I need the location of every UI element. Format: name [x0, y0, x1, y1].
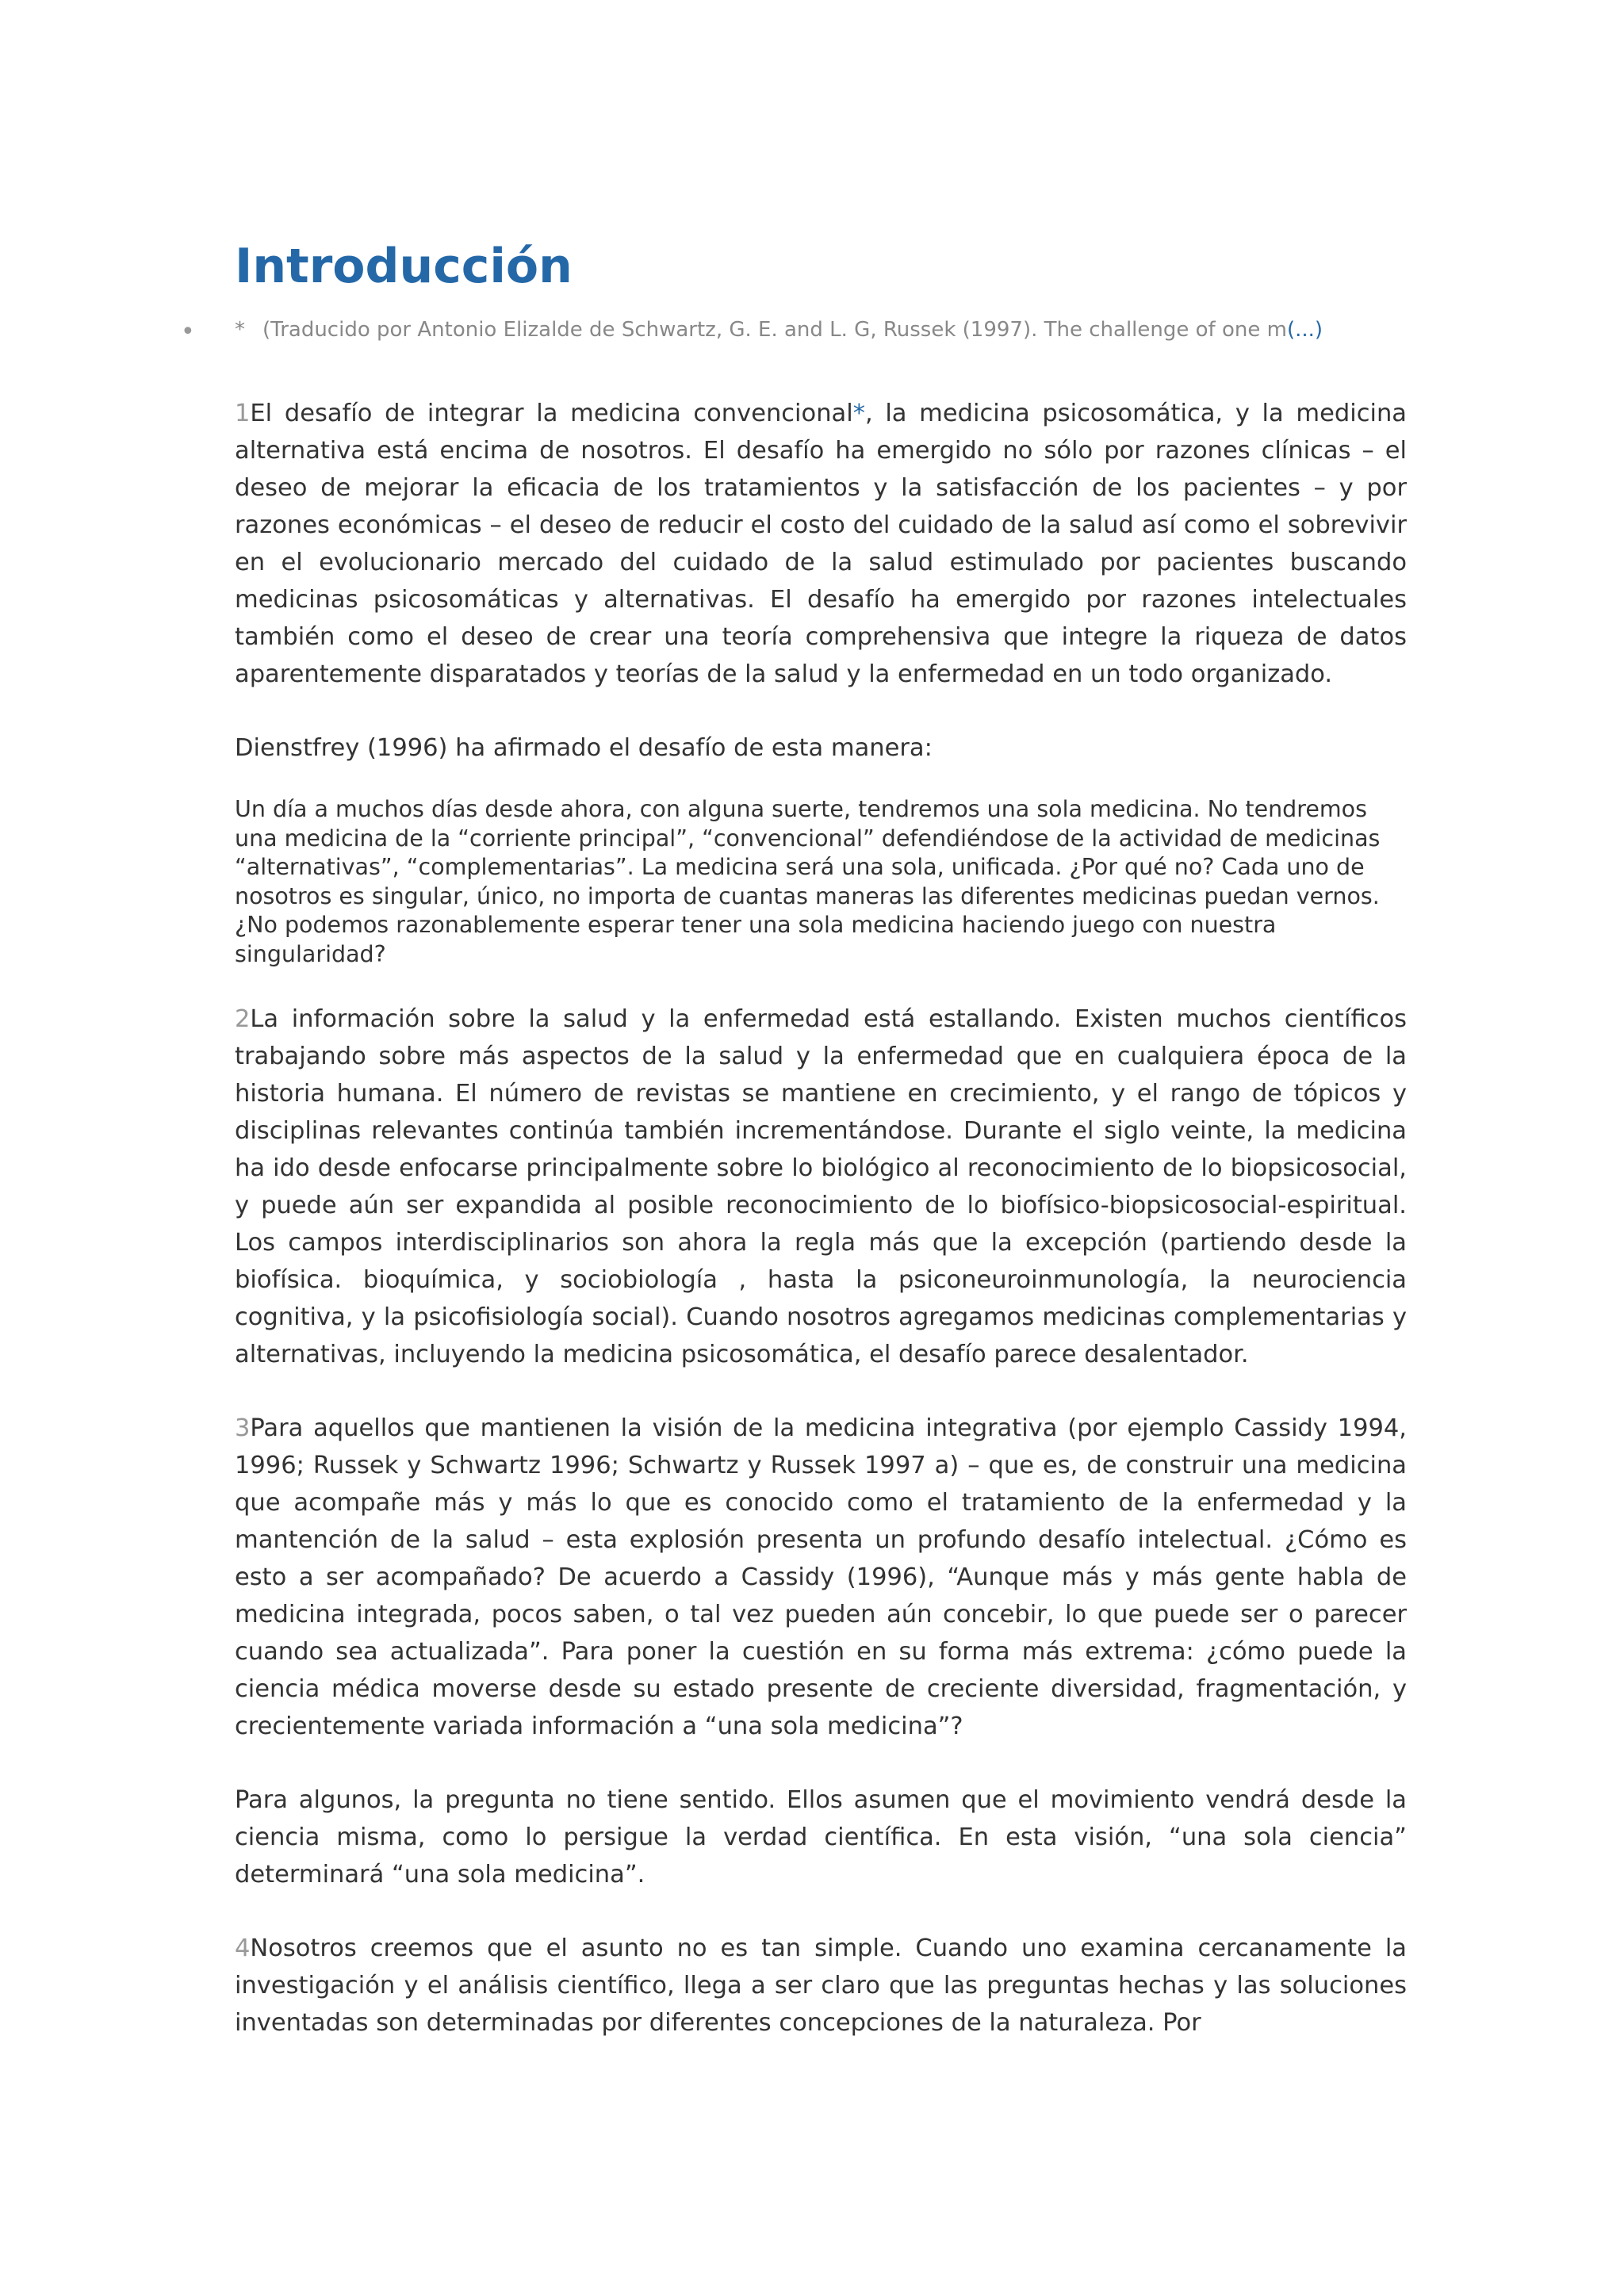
footnote-star[interactable]: * — [235, 318, 245, 342]
paragraph-3b — [235, 1781, 1407, 1893]
paragraph-text: La información sobre la salud y la enfermedad está estallando. Existen muchos científicos trabajando sobre más aspectos de la salud y la enfermedad que en cualquiera época de la historia humana. El número de revistas se mantiene en crecimiento, y el rango de tópicos y disciplinas relevantes continúa también incrementándose. Durante el siglo veinte, la medicina ha ido desde enfocarse principalmente sobre lo biológico al reconocimiento de lo biopsicosocial, y puede aún ser expandida al posible reconocimiento de lo biofísico-biopsicosocial-espiritual. Los campos interdisciplinarios son ahora la regla más que la excepción (partiendo desde la biofísica. bioquímica, y sociobiología , hasta la psiconeuroinmunología, la neurociencia cognitiva, y la psicofisiología social). Cuando nosotros agregamos medicinas complementarias y alternativas, incluyendo la medicina psicosomática, el desafío parece desalentador. — [235, 1005, 1407, 1369]
paragraph-1 — [235, 395, 1407, 693]
paragraph-4 — [235, 1930, 1407, 2042]
quote-text: Un día a muchos días desde ahora, con alguna suerte, tendremos una sola medicina. No tendremos una medicina de la “corriente principal”, “convencional” defendiéndose de la actividad de medicinas “alternativas”, “complementarias”. La medicina será una sola, unificada. ¿Por qué no? Cada uno de nosotros es singular, único, no importa de cuantas maneras las diferentes medicinas puedan vernos. ¿No podemos razonablemente esperar tener una sola medicina haciendo juego con nuestra singularidad? — [235, 796, 1381, 967]
bullet-icon: • — [181, 318, 195, 346]
note-reference-link[interactable]: * — [852, 400, 865, 428]
paragraph-text: Para aquellos que mantienen la visión de la medicina integrativa (por ejemplo Cassidy 1994, 1996; Russek y Schwartz 1996; Schwartz y Russek 1997 a) – que es, de construir una medicina que acompañe más y más lo que es conocido como el tratamiento de la enfermedad y la mantención de la salud – esta explosión presenta un profundo desafío intelectual. ¿Cómo es esto a ser acompañado? De acuerdo a Cassidy (1996), “Aunque más y más gente habla de medicina integrada, pocos saben, o tal vez pueden aún concebir, lo que puede ser o parecer cuando sea actualizada”. Para poner la cuestión en su forma más extrema: ¿cómo puede la ciencia médica moverse desde su estado presente de creciente diversidad, fragmentación, y crecientemente variada información a “una sola medicina”? — [235, 1414, 1407, 1741]
paragraph-3 — [235, 1410, 1407, 1745]
paragraph-text: Dienstfrey (1996) ha afirmado el desafío de esta manera: — [235, 734, 933, 763]
paragraph-number: 4 — [235, 1934, 251, 1963]
paragraph-number: 2 — [235, 1005, 251, 1034]
block-quote — [235, 795, 1407, 969]
footnote-line — [181, 316, 1407, 346]
paragraph-number: 1 — [235, 400, 251, 428]
paragraph-number: 3 — [235, 1414, 251, 1443]
page-title: Introducción — [235, 239, 573, 294]
paragraph-text: , la medicina psicosomática, y la medicina alternativa está encima de nosotros. El desafío ha emergido no sólo por razones clínicas – el deseo de mejorar la eficacia de los tratamientos y la satisfacción de los pacientes – y por razones económicas – el deseo de reducir el costo del cuidado de la salud así como el sobrevivir en el evolucionario mercado del cuidado de la salud estimulado por pacientes buscando medicinas psicosomáticas y alternativas. El desafío ha emergido por razones intelectuales también como el deseo de crear una teoría comprehensiva que integre la riqueza de datos aparentemente disparatados y teorías de la salud y la enfermedad en un todo organizado. — [235, 400, 1407, 689]
footnote-text: (Traducido por Antonio Elizalde de Schwartz, G. E. and L. G, Russek (1997). The challenge of one m — [262, 318, 1287, 342]
paragraph-text: Para algunos, la pregunta no tiene sentido. Ellos asumen que el movimiento vendrá desde la ciencia misma, como lo persigue la verdad científica. En esta visión, “una sola ciencia” determinará “una sola medicina”. — [235, 1786, 1407, 1889]
paragraph-1b — [235, 729, 1407, 767]
footnote-more-link[interactable]: (...) — [1286, 318, 1323, 342]
paragraph-text: Nosotros creemos que el asunto no es tan simple. Cuando uno examina cercanamente la investigación y el análisis científico, llega a ser claro que las preguntas hechas y las soluciones inventadas son determinadas por diferentes concepciones de la naturaleza. Por — [235, 1934, 1407, 2038]
paragraph-text: El desafío de integrar la medicina convencional — [250, 400, 853, 428]
article — [181, 238, 1407, 2042]
paragraph-2 — [235, 1001, 1407, 1373]
